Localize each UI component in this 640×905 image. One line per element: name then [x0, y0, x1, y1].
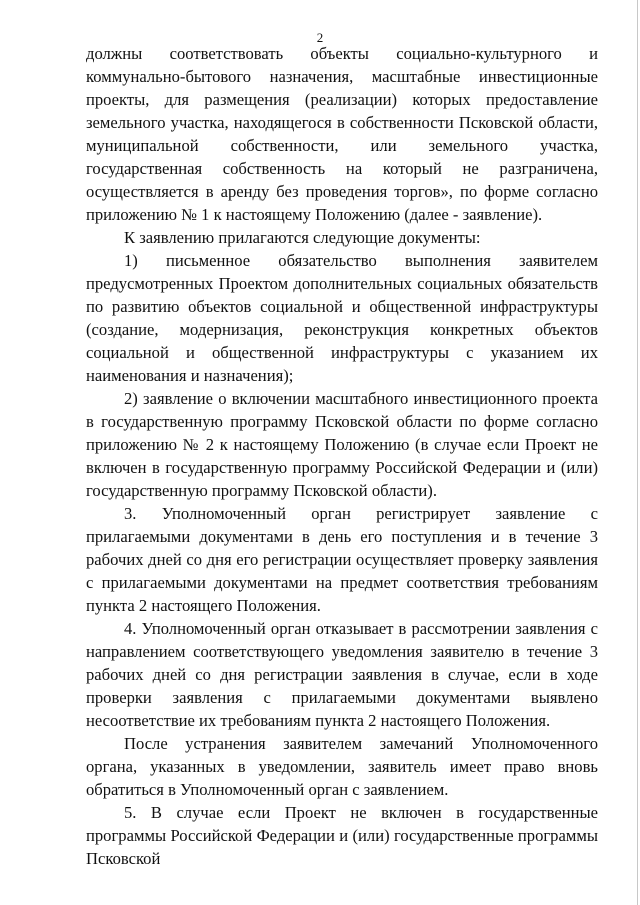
paragraph-attachments-intro: К заявлению прилагаются следующие документы:	[124, 228, 481, 247]
paragraph-clause-4: 4. Уполномоченный орган отказывает в рассмотрении заявления с направлением соответствующего уведомления заявителю в течение 3 рабочих дней со дня регистрации заявления в случае, если в ходе проверки заявления с прилагаемыми документами выявлено несоответствие их требованиям пункта 2 настоящего Положения.	[86, 619, 598, 730]
paragraph-item-1: 1) письменное обязательство выполнения заявителем предусмотренных Проектом дополнительных социальных обязательств по развитию объектов социальной и общественной инфраструктуры (создание, модернизация, реконструкция конкретных объектов социальной и общественной инфраструктуры с указанием их наименования и назначения);	[86, 251, 598, 385]
paragraph-clause-3: 3. Уполномоченный орган регистрирует заявление с прилагаемыми документами в день его поступления и в течение 3 рабочих дней со дня его регистрации осуществляет проверку заявления с прилагаемыми документами на предмет соответствия требованиям пункта 2 настоящего Положения.	[86, 504, 598, 615]
paragraph-resubmission: После устранения заявителем замечаний Уполномоченного органа, указанных в уведомлении, заявитель имеет право вновь обратиться в Уполномоченный орган с заявлением.	[86, 734, 598, 799]
paragraph-continuation: должны соответствовать объекты социально-культурного и коммунально-бытового назначения, масштабные инвестиционные проекты, для размещения (реализации) которых предоставление земельного участка, находящегося в собственности Псковской области, муниципальной собственности, или земельного участка, государственная собственность на который не разграничена, осуществляется в аренду без проведения торгов», по форме согласно приложению № 1 к настоящему Положению (далее - заявление).	[86, 44, 598, 224]
paragraph-item-2: 2) заявление о включении масштабного инвестиционного проекта в государственную программу Псковской области по форме согласно приложению № 2 к настоящему Положению (в случае если Проект не включен в государственную программу Российской Федерации и (или) государственную программу Псковской области).	[86, 389, 598, 500]
paragraph-clause-5: 5. В случае если Проект не включен в государственные программы Российской Федерации и (или) государственные программы Псковской	[86, 803, 598, 868]
page-edge-line	[637, 0, 638, 905]
page-number: 2	[316, 30, 324, 45]
document-body	[86, 42, 598, 870]
